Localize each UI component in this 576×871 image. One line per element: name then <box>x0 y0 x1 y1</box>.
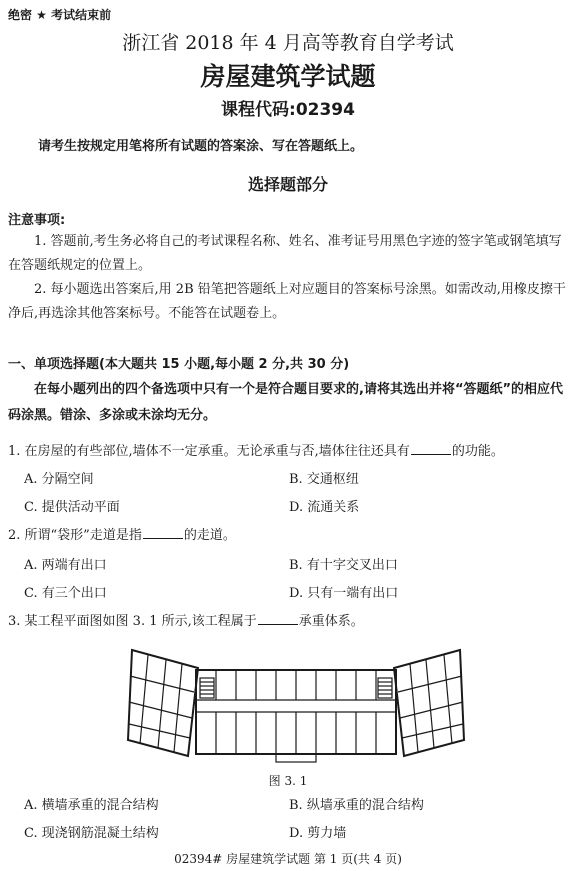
question-1-option-b: B. 交通枢纽 <box>289 472 359 487</box>
answer-blank <box>411 441 451 455</box>
question-3-text-before: 3. 某工程平面图如图 3. 1 所示,该工程属于 <box>8 614 257 629</box>
question-1-text-before: 1. 在房屋的有些部位,墙体不一定承重。无论承重与否,墙体往往还具有 <box>8 444 410 459</box>
question-2-option-c: C. 有三个出口 <box>24 586 107 601</box>
attention-item-1: 1. 答题前,考生务必将自己的考试课程名称、姓名、准考证号用黑色字迹的签字笔或钢笔填写在答题纸规定的位置上。 <box>8 234 562 273</box>
question-3-option-a: A. 横墙承重的混合结构 <box>24 798 159 813</box>
course-code: 课程代码:02394 <box>221 100 355 120</box>
question-1-option-c: C. 提供活动平面 <box>24 500 120 515</box>
question-1-option-d: D. 流通关系 <box>289 500 360 515</box>
question-1-option-a: A. 分隔空间 <box>24 472 94 487</box>
question-2-option-b: B. 有十字交叉出口 <box>289 558 398 573</box>
question-1-text-after: 的功能。 <box>451 444 504 459</box>
section-title: 选择题部分 <box>247 175 328 194</box>
confidential-label: 绝密 ★ 考试结束前 <box>8 8 112 22</box>
answer-blank <box>258 611 298 625</box>
question-3-option-c: C. 现浇钢筋混凝土结构 <box>24 826 159 841</box>
part-heading: 一、单项选择题(本大题共 15 小题,每小题 2 分,共 30 分) <box>8 357 350 372</box>
exam-title: 浙江省 2018 年 4 月高等教育自学考试 <box>122 32 454 54</box>
page-footer: 02394# 房屋建筑学试题 第 1 页(共 4 页) <box>174 852 402 866</box>
answer-notice: 请考生按规定用笔将所有试题的答案涂、写在答题纸上。 <box>38 139 364 154</box>
question-2-option-a: A. 两端有出口 <box>24 558 107 573</box>
figure-caption: 图 3. 1 <box>268 774 308 788</box>
question-2-text-before: 2. 所谓“袋形”走道是指 <box>8 528 142 543</box>
attention-item-2: 2. 每小题选出答案后,用 2B 铅笔把答题纸上对应题目的答案标号涂黑。如需改动,用橡皮擦干净后,再选涂其他答案标号。不能答在试题卷上。 <box>8 282 566 321</box>
question-3-option-d: D. 剪力墙 <box>289 826 347 841</box>
floor-plan-figure <box>126 640 466 768</box>
question-1 <box>8 440 504 459</box>
question-2 <box>8 524 236 543</box>
question-3-text-after: 承重体系。 <box>298 614 364 629</box>
part-description: 在每小题列出的四个备选项中只有一个是符合题目要求的,请将其选出并将“答题纸”的相应代码涂黑。错涂、多涂或未涂均无分。 <box>8 382 564 423</box>
question-2-text-after: 的走道。 <box>183 528 236 543</box>
question-3-option-b: B. 纵墙承重的混合结构 <box>289 798 424 813</box>
attention-heading: 注意事项: <box>8 213 66 228</box>
subject-title: 房屋建筑学试题 <box>200 62 376 91</box>
question-2-option-d: D. 只有一端有出口 <box>289 586 399 601</box>
question-3 <box>8 610 364 629</box>
answer-blank <box>143 525 183 539</box>
